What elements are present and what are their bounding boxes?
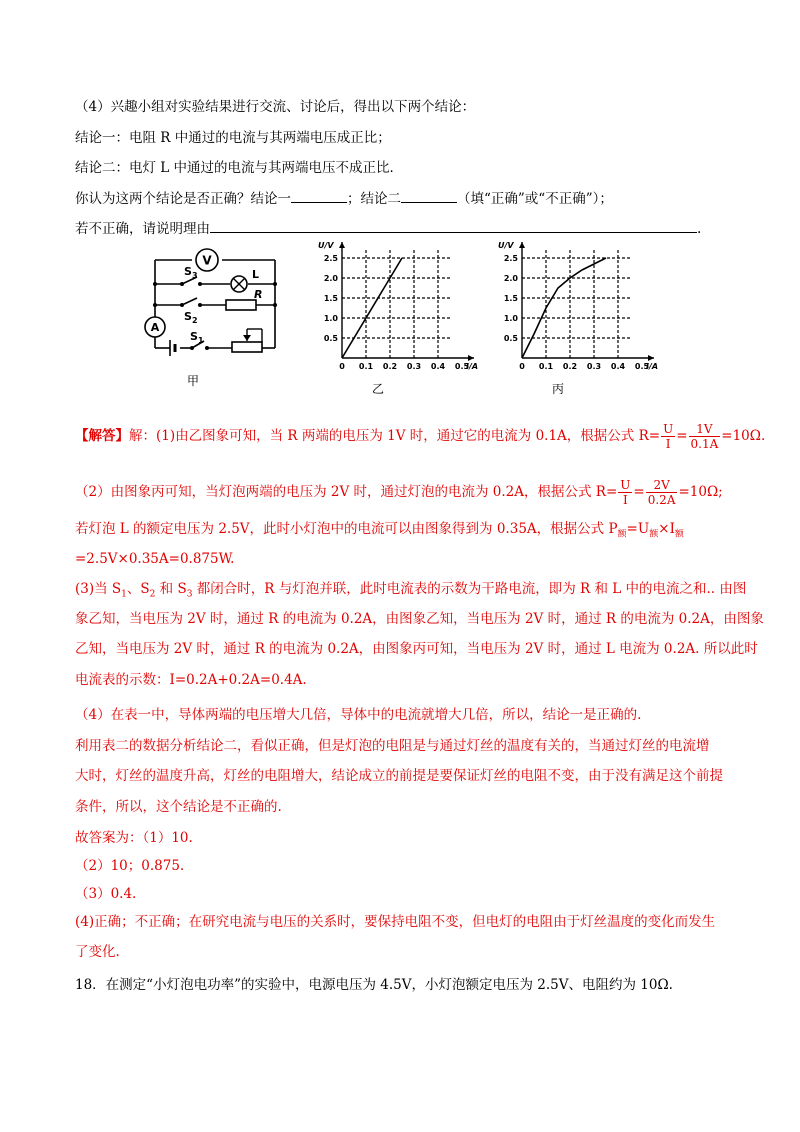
y-tick-label: 0.5 xyxy=(503,334,518,343)
q4-conclusion-2: 结论二：电灯 L 中通过的电流与其两端电压不成正比． xyxy=(75,160,404,176)
q4-reason-line xyxy=(75,218,701,239)
x-tick-label: 0.3 xyxy=(586,362,602,371)
rheostat-icon xyxy=(232,329,262,352)
y-tick-label: 1.0 xyxy=(323,314,338,323)
answer-line-13: 故答案为：（1）10. xyxy=(75,830,193,846)
x-tick-label: 0.2 xyxy=(382,362,398,371)
x-tick-label: 0.5 xyxy=(634,362,650,371)
x-tick-label: 0.5 xyxy=(454,362,470,371)
figure-caption-jia: 甲 xyxy=(187,374,200,388)
q4-reason-end: . xyxy=(697,221,702,237)
answer-line-8: 电流表的示数：I=0.2A+0.2A=0.4A. xyxy=(75,672,307,688)
x-axis-label: I/A xyxy=(466,362,479,371)
q4-reason: 若不正确，请说明理由 xyxy=(75,221,210,237)
answer-line-6: 象乙知，当电压为 2V 时，通过 R 的电流为 0.2A，由图象乙知，当电压为 2V 时，通过 R 的电流为 0.2A，由图象 xyxy=(75,611,764,627)
resistor-icon xyxy=(226,300,256,310)
chart-bing xyxy=(490,240,659,380)
x-axis-arrow xyxy=(468,355,474,361)
x-axis-arrow xyxy=(648,355,654,361)
y-tick-label: 2.5 xyxy=(323,254,338,263)
answer-line-3: 若灯泡 L 的额定电压为 2.5V，此时小灯泡中的电流可以由图象得到为 0.35A，根据公式 $P_额=U_额\times I_额$ xyxy=(75,521,684,540)
reason-blank[interactable] xyxy=(210,218,697,233)
svg-text:R: R xyxy=(254,288,263,301)
lamp-icon xyxy=(231,276,247,292)
x-tick-label: 0.1 xyxy=(538,362,554,371)
answer-heading: 【解答】 xyxy=(75,428,129,444)
svg-text:S: S xyxy=(184,310,192,323)
svg-text:2: 2 xyxy=(192,316,198,325)
series-line xyxy=(342,258,402,358)
y-tick-label: 0.5 xyxy=(323,334,338,343)
svg-text:S: S xyxy=(190,330,198,343)
y-axis-arrow xyxy=(339,242,345,248)
x-tick-label: 0.2 xyxy=(562,362,578,371)
answer-line-16: (4)正确；不正确；在研究电流与电压的关系时，要保持电阻不变，但电灯的电阻由于灯丝温度的变化而发生 xyxy=(75,914,716,930)
answer-line-9: （4）在表一中，导体两端的电压增大几倍，导体中的电流就增大几倍，所以，结论一是正确的. xyxy=(75,707,642,723)
x-axis-label: I/A xyxy=(646,362,659,371)
answer-blank-2[interactable] xyxy=(401,188,457,203)
x-tick-label: 0 xyxy=(339,362,345,371)
svg-text:3: 3 xyxy=(192,271,198,280)
answer-line-12: 条件，所以，这个结论是不正确的. xyxy=(75,799,282,815)
y-tick-label: 2.0 xyxy=(503,274,518,283)
answer-line-1: 【解答】解：(1)由乙图象可知，当 R 两端的电压为 1V 时，通过它的电流为 0.1A，根据公式 R= $\frac{U}{I}$ = $\frac{1V}{0.1A}$ =10Ω. xyxy=(75,422,766,451)
q4-ask-b: ；结论二 xyxy=(347,191,401,207)
answer-line-17: 了变化. xyxy=(75,944,120,960)
q4-question xyxy=(75,188,613,209)
svg-text:V: V xyxy=(202,253,212,268)
y-tick-label: 1.5 xyxy=(323,294,338,303)
svg-text:1: 1 xyxy=(198,336,204,345)
answer-line-2: （2）由图象丙可知，当灯泡两端的电压为 2V 时，通过灯泡的电流为 0.2A，根据公式 R= $\frac{U}{I}$ = $\frac{2V}{0.2A}$ =10Ω; xyxy=(75,478,723,507)
answer-line-10: 利用表二的数据分析结论二，看似正确，但是灯泡的电阻是与通过灯丝的温度有关的，当通过灯丝的电流增 xyxy=(75,738,710,754)
answer-line-11: 大时，灯丝的温度升高，灯丝的电阻增大，结论成立的前提是要保证灯丝的电阻不变，由于没有满足这个前提 xyxy=(75,768,723,784)
svg-text:S: S xyxy=(184,265,192,278)
answer-line-15: （3）0.4. xyxy=(75,886,137,902)
x-tick-label: 0.1 xyxy=(358,362,374,371)
x-tick-label: 0.4 xyxy=(610,362,626,371)
answer-line-4: =2.5V×0.35A=0.875W. xyxy=(75,551,235,567)
q4-ask-a: 你认为这两个结论是否正确？结论一 xyxy=(75,191,291,207)
q4-ask-c: （填“正确”或“不正确”）； xyxy=(457,191,613,207)
y-tick-label: 2.0 xyxy=(323,274,338,283)
svg-text:A: A xyxy=(150,321,160,334)
y-axis-label: U/V xyxy=(498,241,514,250)
y-axis-arrow xyxy=(519,242,525,248)
x-tick-label: 0.4 xyxy=(430,362,446,371)
answer-blank-1[interactable] xyxy=(291,188,347,203)
figure-caption-bing: 丙 xyxy=(552,382,565,396)
y-tick-label: 1.0 xyxy=(503,314,518,323)
q4-conclusion-1: 结论一：电阻 R 中通过的电流与其两端电压成正比； xyxy=(75,130,391,146)
y-axis-label: U/V xyxy=(318,241,334,250)
answer-line-7: 乙知，当电压为 2V 时，通过 R 的电流为 0.2A，由图象丙可知，当电压为 2V 时，通过 L 电流为 0.2A. 所以此时 xyxy=(75,641,758,657)
circuit-diagram xyxy=(140,245,290,375)
chart-yi xyxy=(310,240,479,380)
figure-caption-yi: 乙 xyxy=(372,382,385,396)
q4-intro: （4）兴趣小组对实验结果进行交流、讨论后，得出以下两个结论： xyxy=(75,99,476,115)
y-tick-label: 2.5 xyxy=(503,254,518,263)
x-tick-label: 0.3 xyxy=(406,362,422,371)
y-tick-label: 1.5 xyxy=(503,294,518,303)
question-18: 18．在测定“小灯泡电功率”的实验中，电源电压为 4.5V，小灯泡额定电压为 2.5V、电阻约为 10Ω. xyxy=(75,977,673,993)
answer-line-14: （2）10；0.875. xyxy=(75,858,185,874)
x-tick-label: 0 xyxy=(519,362,525,371)
answer-line-5: (3)当 $S_1$、$S_2$ 和 $S_3$ 都闭合时，R 与灯泡并联，此时电流表的示数为干路电流，即为 R 和 L 中的电流之和.. 由图 xyxy=(75,581,747,600)
svg-text:L: L xyxy=(252,268,260,281)
